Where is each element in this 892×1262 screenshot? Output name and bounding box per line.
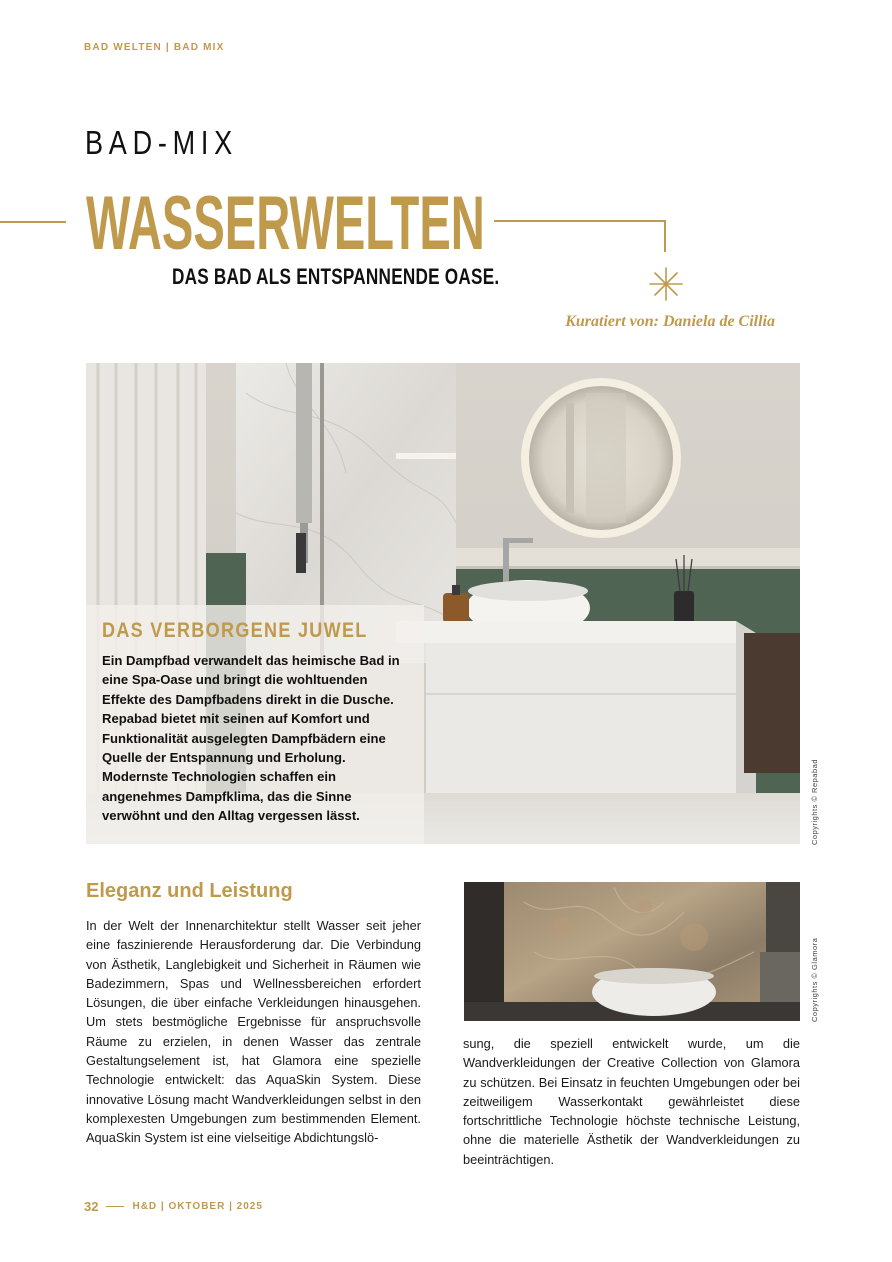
feature-box-text: Ein Dampfbad verwandelt das heimische Bad in eine Spa-Oase und bringt die wohltuenden Effekte des Dampfbadens direkt in die Dusche. Repabad bietet mit seinen auf Komfort und Funktionalität ausgelegten Dampfbädern eine Quelle der Entspannung und Erholung. Modernste Technologien schaffen ein angenehmes Dampfklima, das die Sinne verwöhnt und den Alltag vergessen lässt. [102,653,400,824]
sparkle-icon [648,266,684,302]
feature-box [86,605,424,844]
curator-credit: Kuratiert von: Daniela de Cillia [565,313,775,330]
section-label: BAD WELTEN | BAD MIX [84,42,225,53]
article-heading: Eleganz und Leistung [86,880,293,902]
page-subtitle: DAS BAD ALS ENTSPANNENDE OASE. [172,264,500,289]
kicker-heading: BAD-MIX [85,124,238,161]
bathtub-image [464,882,800,1021]
bathtub-image-copyright: Copyrights © Glamora [810,937,819,1022]
feature-box-title: DAS VERBORGENE JUWEL [102,619,368,642]
hero-image-copyright: Copyrights © Repabad [810,759,819,845]
page-footer [84,1199,263,1214]
footer-dash [106,1206,124,1207]
page-title: WASSERWELTEN [86,181,485,266]
title-rule-right [494,220,665,222]
issue-label: H&D | OKTOBER | 2025 [132,1201,263,1212]
article-column-left: In der Welt der Innenarchitektur stellt Wasser seit jeher eine faszinierende Herausforderung dar. Die Verbindung von Ästhetik, Langlebigkeit und Sicherheit in Räumen wie Badezimmern, Spas und Wellnessbereichen erfordert Lösungen, die über einfache Verkleidungen hinausgehen. Um stets bestmögliche Ergebnisse für anspruchsvolle Räume zu erzielen, in denen Wasser das zentrale Gestaltungselement ist, hat Glamora eine spezielle Technologie entwickelt: das AquaSkin System. Diese innovative Lösung macht Wandverkleidungen selbst in den komplexesten Umgebungen zum bestimmenden Element. AquaSkin System ist eine vielseitige Abdichtungslö- [86,918,421,1146]
article-column-right: sung, die speziell entwickelt wurde, um die Wandverkleidungen der Creative Collection von Glamora zu schützen. Bei Einsatz in feuchten Umgebungen oder bei zeitweiligem Wasserkontakt gewährleistet diese fortschrittliche Technologie höchste technische Leistung, ohne die materielle Ästhetik der Wandverkleidungen zu beeinträchtigen. [463,1036,800,1167]
title-rule-left [0,221,66,223]
page-number: 32 [84,1199,99,1214]
title-rule-right-vertical [664,220,666,252]
